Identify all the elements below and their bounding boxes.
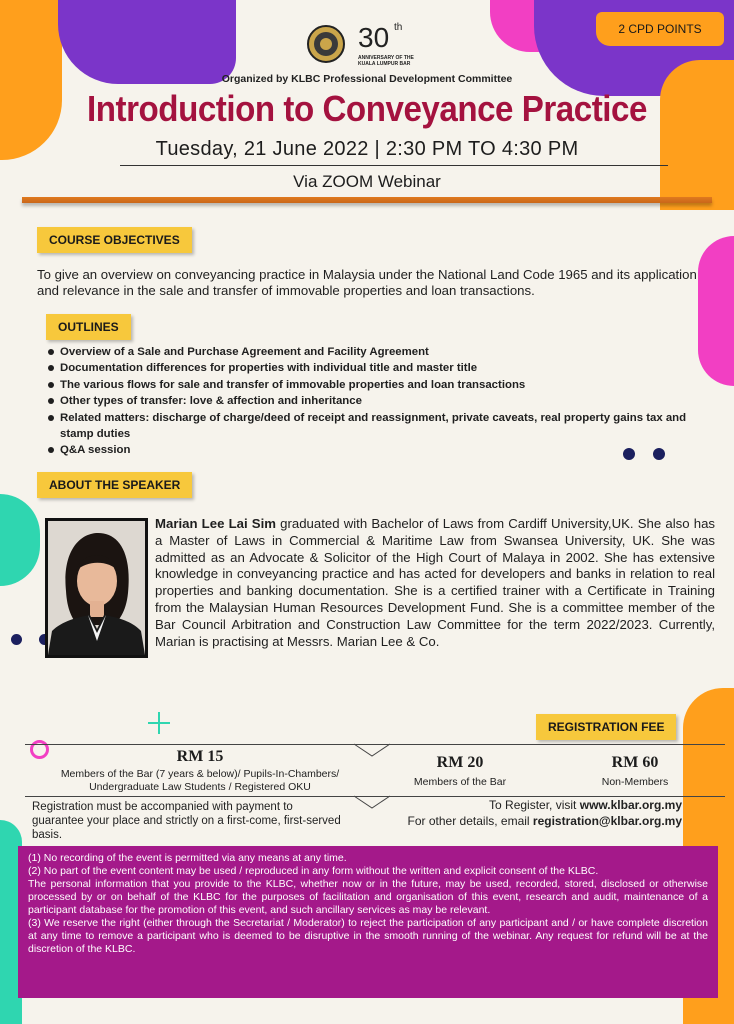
anniversary-caption-2: KUALA LUMPUR BAR — [358, 61, 411, 67]
deco-ring — [30, 740, 49, 759]
anniversary-number: 30 — [358, 22, 390, 53]
deco-dot — [11, 634, 22, 645]
course-objectives-text: To give an overview on conveyancing practice in Malaysia under the National Land Code 1965 and its application and relevance in the sale and transfer of immovable properties and loan transactions. — [37, 267, 697, 298]
registration-fee-heading: REGISTRATION FEE — [536, 714, 676, 740]
outline-item: Q&A session — [48, 442, 698, 458]
speaker-bio — [155, 516, 715, 650]
event-title: Introduction to Conveyance Practice — [87, 88, 647, 129]
kl-bar-crest-icon — [306, 24, 346, 64]
fee-desc-tier-1-line-1: Members of the Bar (7 years & below)/ Pupils-In-Chambers/ — [60, 768, 340, 780]
outline-item: The various flows for sale and transfer of immovable properties and loan transactions — [48, 377, 698, 393]
anniversary-suffix: th — [394, 22, 403, 33]
header-divider — [120, 165, 668, 166]
organizer-line: Organized by KLBC Professional Development Committee — [221, 73, 513, 85]
fee-amount-tier-3: RM 60 — [611, 754, 659, 771]
register-url-link[interactable]: www.klbar.org.my — [579, 798, 682, 812]
outline-item: Documentation differences for properties with individual title and master title — [48, 360, 698, 376]
kl-bar-30th-logo — [306, 22, 416, 68]
fee-amount-tier-1: RM 15 — [176, 748, 224, 765]
event-platform: Via ZOOM Webinar — [293, 172, 441, 191]
cpd-points-badge: 2 CPD POINTS — [596, 12, 724, 46]
outlines-heading: OUTLINES — [46, 314, 131, 340]
speaker-portrait-icon — [48, 521, 145, 655]
speaker-name: Marian Lee Lai Sim — [155, 516, 276, 531]
deco-purple-top-left — [58, 0, 236, 84]
speaker-photo — [45, 518, 148, 658]
header-orange-rule — [22, 197, 712, 203]
outline-list — [48, 344, 698, 459]
event-date-time: Tuesday, 21 June 2022 | 2:30 PM TO 4:30 PM — [155, 138, 579, 160]
terms-item: The personal information that you provide to the KLBC, whether now or in the future, may be used, recorded, stored, disclosed or otherwise processed by or on behalf of the KLBC for the purposes of facilitation and organisation of this event, research and audit, maintenance of a participant database for the promotion of this event, and such ancillary services as may be relevant. — [28, 878, 708, 916]
outline-item: Other types of transfer: love & affection and inheritance — [48, 393, 698, 409]
terms-item: (2) No part of the event content may be used / reproduced in any form without the written and explicit consent of the KLBC. — [28, 865, 599, 877]
deco-plus — [148, 712, 170, 734]
anniversary-caption-1: ANNIVERSARY OF THE — [358, 55, 414, 61]
registration-note: Registration must be accompanied with payment to guarantee your place and strictly on a first-come, first-served basis. — [32, 801, 341, 841]
fee-amount-tier-2: RM 20 — [436, 754, 484, 771]
fee-desc-tier-3: Non-Members — [601, 776, 669, 788]
register-prefix: To Register, visit — [489, 798, 580, 812]
about-speaker-heading: ABOUT THE SPEAKER — [37, 472, 192, 498]
terms-item: (3) We reserve the right (either through the Secretariat / Moderator) to reject the participation of any participant and / or have complete discretion at any time to remove a participant who is deemed to be disruptive in the smooth running of the webinar. Any request for refund will be at the discretion of the KLBC. — [28, 917, 708, 955]
email-prefix: For other details, email — [407, 813, 533, 828]
deco-teal-left — [0, 494, 40, 586]
terms-panel — [18, 846, 718, 998]
fee-desc-tier-2: Members of the Bar — [413, 776, 507, 788]
register-email-link[interactable]: registration@klbar.org.my — [532, 813, 682, 828]
terms-item: (1) No recording of the event is permitted via any means at any time. — [28, 852, 347, 864]
course-objectives-heading: COURSE OBJECTIVES — [37, 227, 192, 253]
outline-item: Overview of a Sale and Purchase Agreement and Facility Agreement — [48, 344, 698, 360]
speaker-bio-text: graduated with Bachelor of Laws from Cardiff University,UK. She also has a Master of Laws in Commercial & Maritime Law from Swansea University, UK. She was admitted as an Advocate & Solicitor of the High Court of Malaya in 2002. She has extensive knowledge in conveyancing practice and has acted for developers and banks in relation to real properties and banking documentation. She is a certified trainer with a Certificate in Training from the Malaysian Human Resources Development Fund. She is a committee member of the Bar Council Arbitration and Construction Law Committee for the term 2022/2023. Currently, Marian is practising at Messrs. Marian Lee & Co. — [155, 516, 715, 649]
fee-desc-tier-1-line-2: Undergraduate Law Students / Registered OKU — [89, 781, 311, 793]
deco-magenta-right — [698, 236, 734, 386]
registration-contact — [408, 798, 682, 829]
outline-item: Related matters: discharge of charge/deed of receipt and reassignment, private caveats, real property gains tax and stamp duties — [48, 410, 698, 443]
